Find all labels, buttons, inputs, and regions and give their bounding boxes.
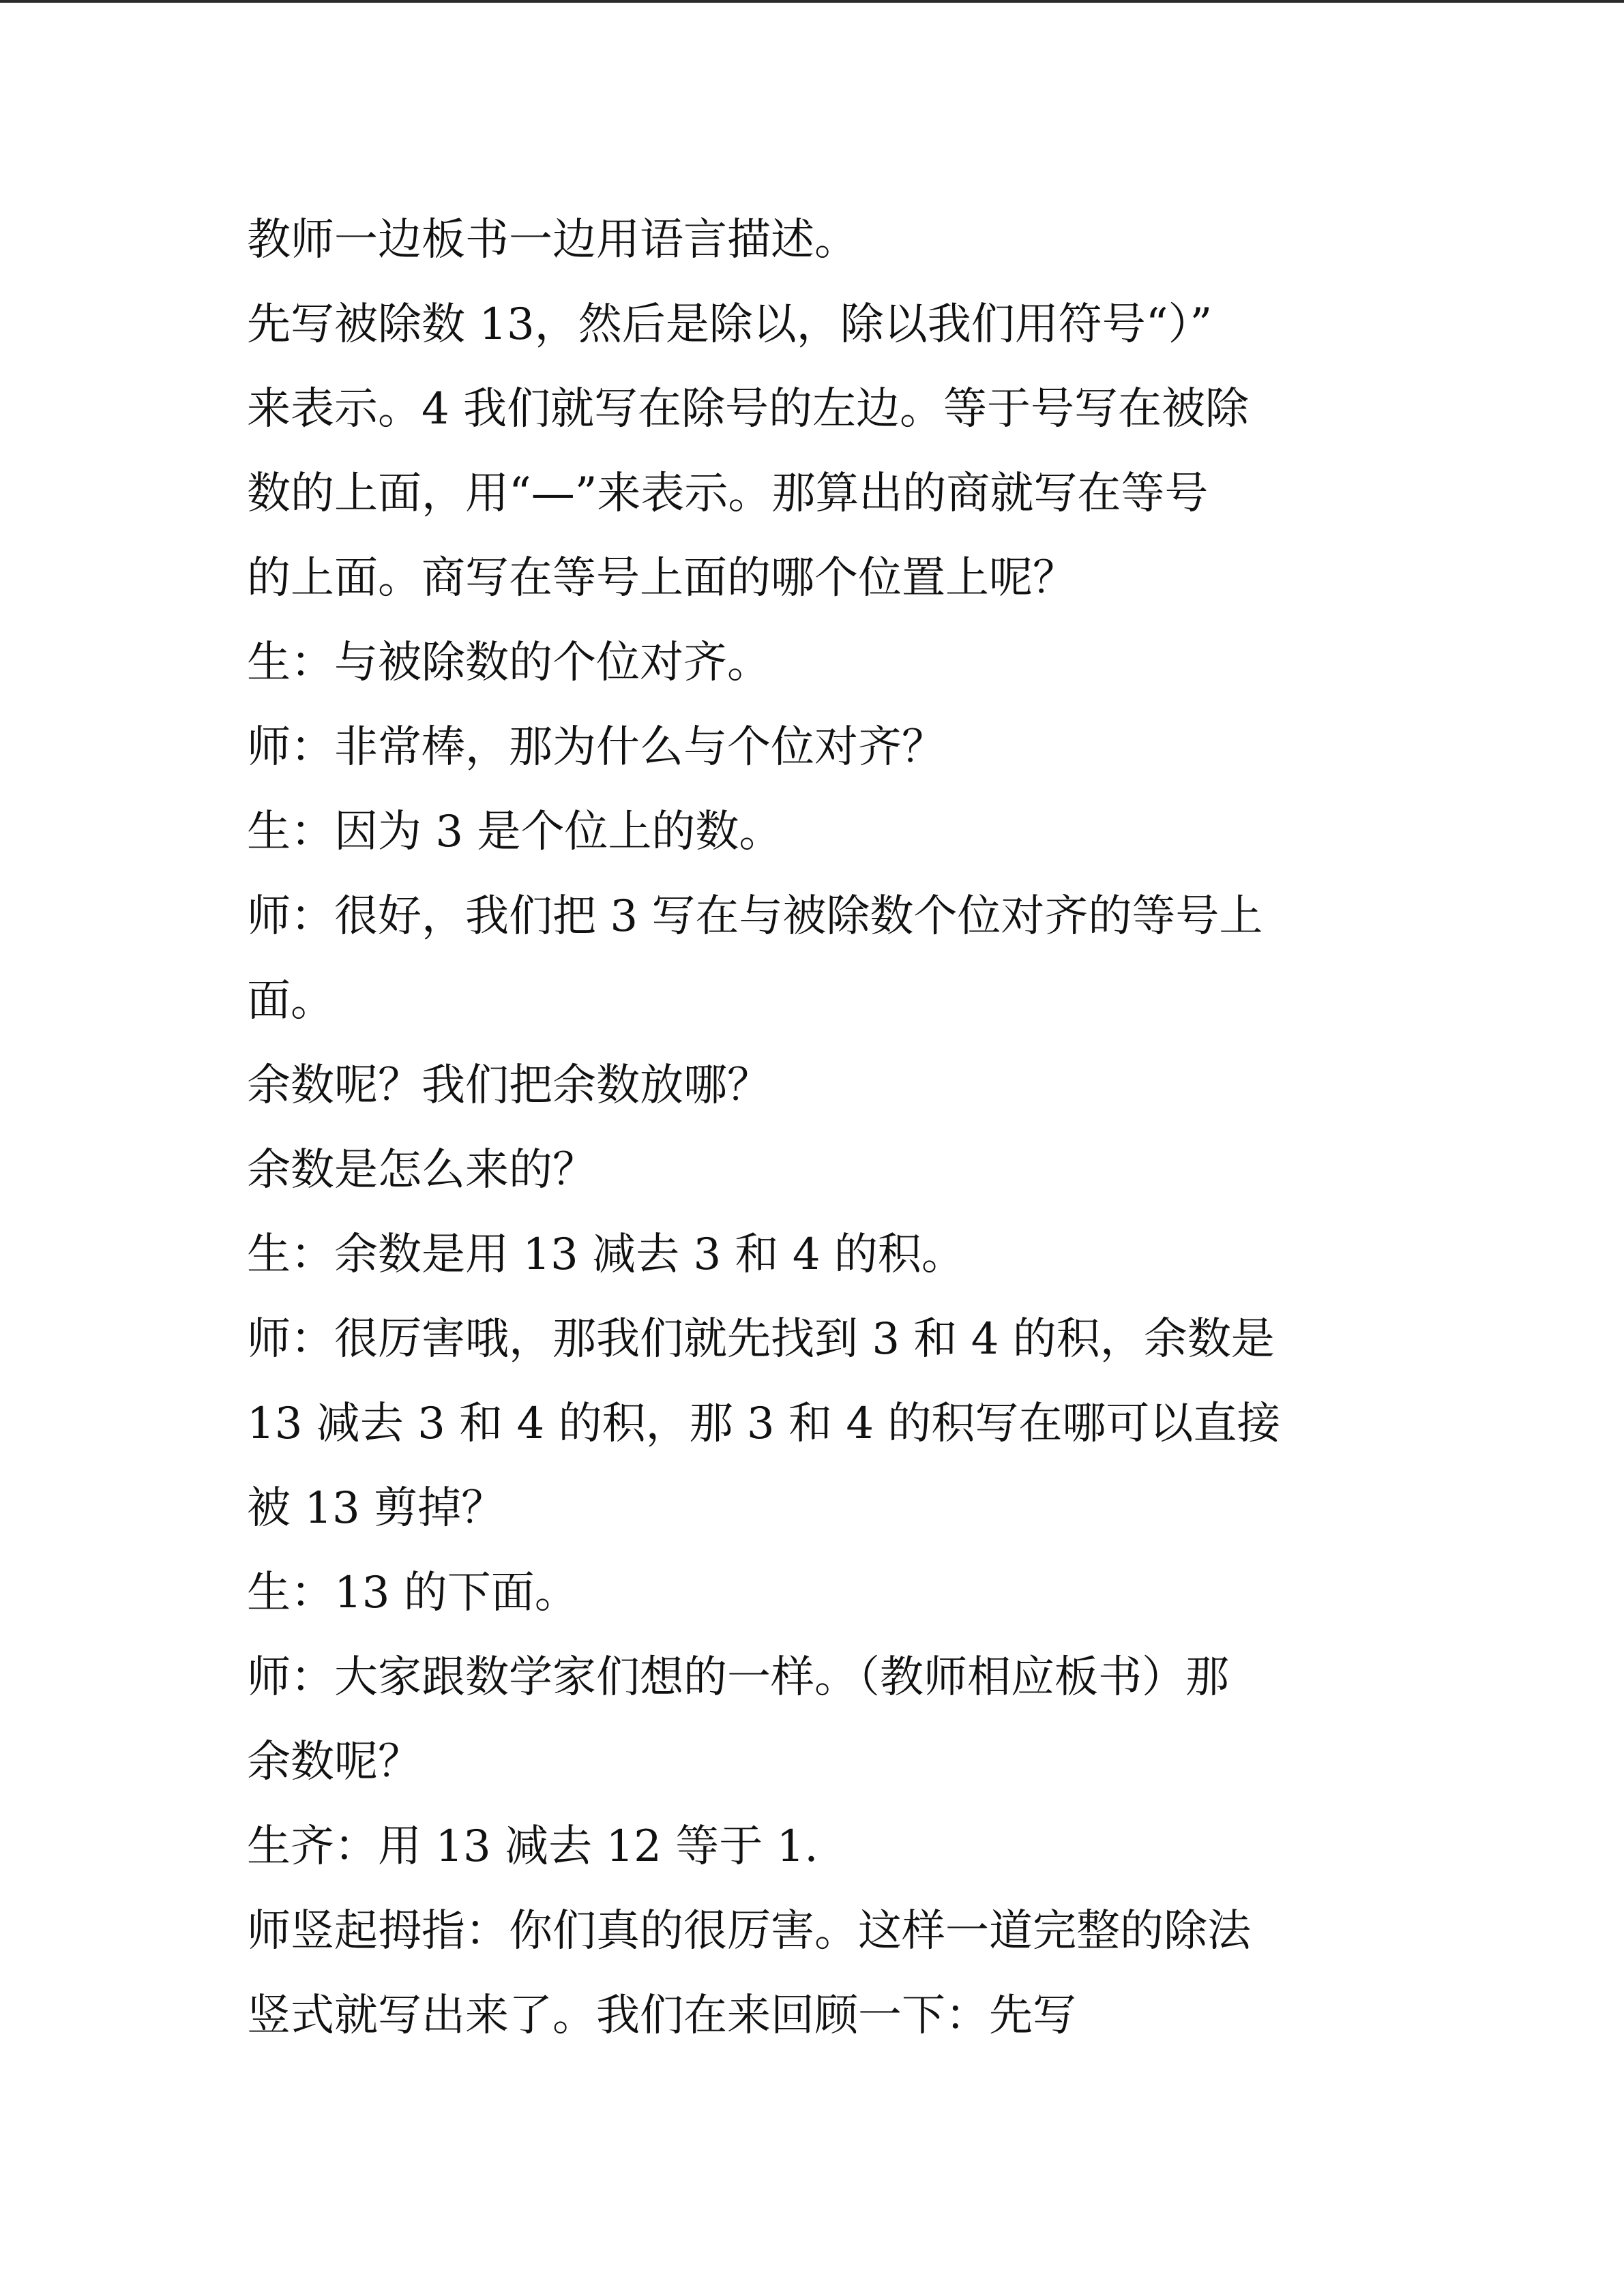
text-line: 余数是怎么来的？ <box>247 1145 596 1195</box>
text-line: 被 13 剪掉？ <box>247 1483 505 1534</box>
text-line: 生齐：用 13 减去 12 等于 1. <box>247 1821 818 1872</box>
text-line: 师竖起拇指：你们真的很厉害。这样一道完整的除法 <box>247 1906 1251 1956</box>
text-line: 13 减去 3 和 4 的积，那 3 和 4 的积写在哪可以直接 <box>247 1399 1281 1449</box>
text-line: 数的上面，用“—”来表示。那算出的商就写在等号 <box>247 468 1209 519</box>
text-line: 竖式就写出来了。我们在来回顾一下：先写 <box>247 1991 1076 2041</box>
text-line: 师：很厉害哦，那我们就先找到 3 和 4 的积，余数是 <box>247 1314 1275 1365</box>
text-line: 余数呢？我们把余数放哪？ <box>247 1060 771 1111</box>
text-line: 生：13 的下面。 <box>247 1568 578 1618</box>
text-line: 生：因为 3 是个位上的数。 <box>247 807 783 857</box>
document-body <box>247 198 1379 2058</box>
text-line: 教师一边板书一边用语言描述。 <box>247 215 858 265</box>
text-line: 生：余数是用 13 减去 3 和 4 的积。 <box>247 1229 965 1280</box>
text-line: 生：与被除数的个位对齐。 <box>247 638 771 688</box>
text-line: 师：非常棒，那为什么与个位对齐？ <box>247 722 945 773</box>
text-line: 面。 <box>247 976 334 1026</box>
text-line: 师：大家跟数学家们想的一样。（教师相应板书）那 <box>247 1652 1229 1703</box>
text-line: 先写被除数 13，然后是除以，除以我们用符号“）” <box>247 299 1213 350</box>
text-line: 来表示。4 我们就写在除号的左边。等于号写在被除 <box>247 384 1250 434</box>
text-line: 师：很好，我们把 3 写在与被除数个位对齐的等号上 <box>247 891 1263 942</box>
top-border-line <box>0 0 1624 3</box>
text-line: 余数呢？ <box>247 1737 422 1787</box>
text-line: 的上面。商写在等号上面的哪个位置上呢？ <box>247 553 1076 603</box>
